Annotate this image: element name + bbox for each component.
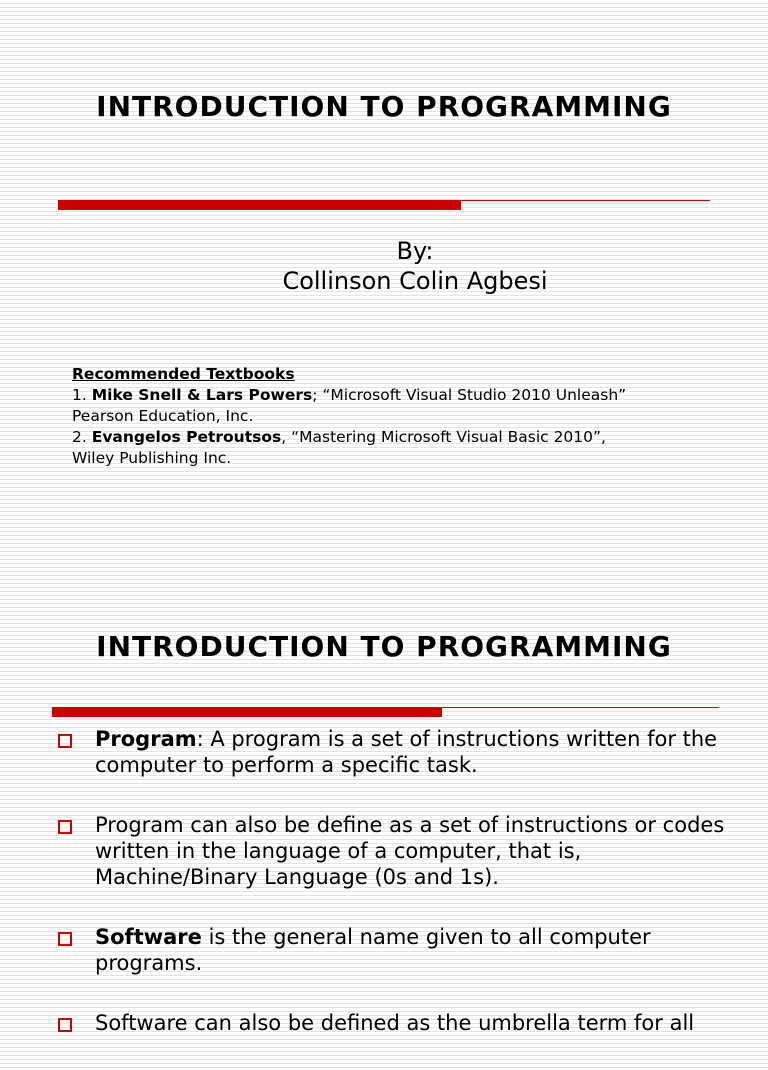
textbook-title: ; “Microsoft Visual Studio 2010 Unleash” — [312, 386, 627, 404]
textbook-publisher: Pearson Education, Inc. — [72, 407, 254, 425]
hollow-square-bullet-icon — [58, 820, 72, 834]
bullet-term: Software — [95, 925, 202, 949]
textbooks-heading: Recommended Textbooks — [72, 365, 295, 383]
title-divider — [52, 707, 719, 717]
bullet-text: Program can also be define as a set of instructions or codes written in the language of a computer, that is, Machine/Binary Language (0s and 1s). — [95, 813, 725, 889]
slide-title: INTRODUCTION TO PROGRAMMING — [96, 630, 672, 663]
bullet-term: Program — [95, 727, 197, 751]
title-divider-line — [461, 200, 710, 201]
textbook-number: 2. — [72, 428, 87, 446]
bullet-text: is the general name given to all computer programs. — [95, 925, 651, 975]
title-divider — [58, 200, 710, 210]
textbook-publisher: Wiley Publishing Inc. — [72, 449, 232, 467]
bullet-list — [58, 726, 738, 1070]
hollow-square-bullet-icon — [58, 932, 72, 946]
bullet-item — [58, 726, 738, 778]
hollow-square-bullet-icon — [58, 734, 72, 748]
textbook-authors: Evangelos Petroutsos — [91, 428, 282, 446]
bullet-item — [58, 924, 738, 976]
author-name: Collinson Colin Agbesi — [282, 267, 548, 295]
textbook-title: , “Mastering Microsoft Visual Basic 2010”, — [281, 428, 606, 446]
textbook-number: 1. — [72, 386, 87, 404]
title-divider-line — [442, 707, 719, 708]
bullet-item — [58, 1010, 738, 1036]
bullet-item — [58, 812, 738, 890]
byline — [0, 236, 768, 296]
hollow-square-bullet-icon — [58, 1018, 72, 1032]
textbook-authors: Mike Snell & Lars Powers — [91, 386, 313, 404]
bullet-text: Software can also be defined as the umbrella term for all — [95, 1011, 695, 1035]
slide-2 — [0, 560, 768, 1035]
title-divider-bar — [52, 707, 442, 717]
title-divider-bar — [58, 200, 461, 210]
bullet-text: : A program is a set of instructions written for the computer to perform a specific task. — [95, 727, 718, 777]
textbook-item — [72, 427, 732, 469]
textbook-item — [72, 385, 732, 427]
byline-label: By: — [396, 237, 434, 265]
slide-title: INTRODUCTION TO PROGRAMMING — [96, 90, 672, 123]
recommended-textbooks — [72, 364, 732, 469]
